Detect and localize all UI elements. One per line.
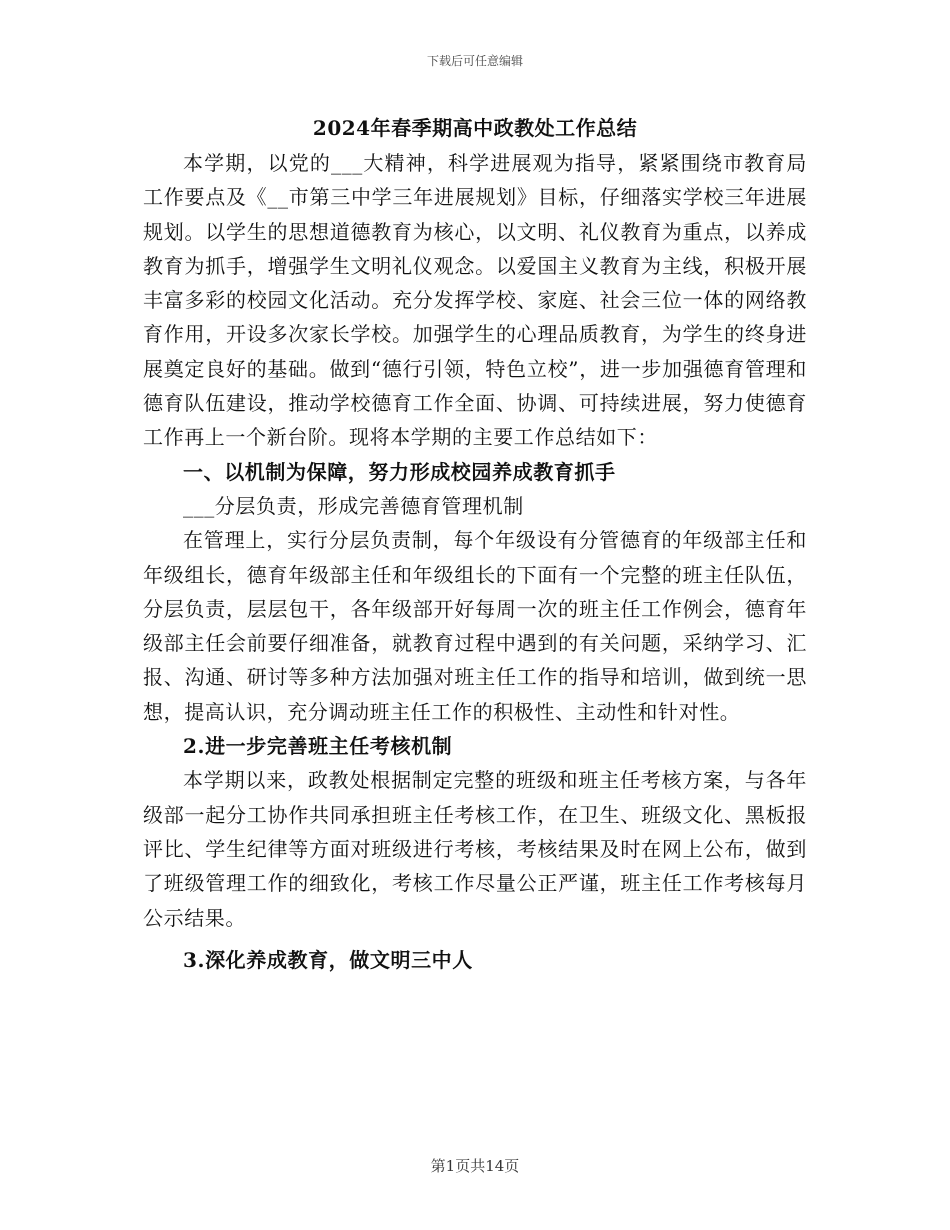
subheading-layered-responsibility: ___分层负责，形成完善德育管理机制 [183,493,524,518]
document-title: 2024年春季期高中政教处工作总结 [312,116,638,140]
subheading-habit-education: 3.深化养成教育，做文明三中人 [183,947,473,972]
page-header-note: 下载后可任意编辑 [426,54,523,68]
paragraph-assessment: 本学期以来，政教处根据制定完整的班级和班主任考核方案，与各年级部一起分工协作共同承担班主任考核工作，在卫生、班级文化、黑板报评比、学生纪律等方面对班级进行考核，考核结果及时在网上公布，做到了班级管理工作的细致化，考核工作尽量公正严谨，班主任工作考核每月公示结果。 [143,768,807,930]
paragraph-management: 在管理上，实行分层负责制，每个年级设有分管德育的年级部主任和年级组长，德育年级部主任和年级组长的下面有一个完整的班主任队伍，分层负责，层层包干，各年级部开好每周一次的班主任工作例会，德育年级部主任会前要仔细准备，就教育过程中遇到的有关问题，采纳学习、汇报、沟通、研讨等多种方法加强对班主任工作的指导和培训，做到统一思想，提高认识，充分调动班主任工作的积极性、主动性和针对性。 [143,528,807,724]
page-number: 第1页共14页 [430,1157,520,1175]
section-heading: 一、以机制为保障，努力形成校园养成教育抓手 [183,459,616,484]
subheading-assessment-mechanism: 2.进一步完善班主任考核机制 [183,734,453,759]
intro-paragraph: 本学期，以党的___大精神，科学进展观为指导，紧紧围绕市教育局工作要点及《__市第三中学三年进展规划》目标，仔细落实学校三年进展规划。以学生的思想道德教育为核心，以文明、礼仪教育为重点，以养成教育为抓手，增强学生文明礼仪观念。以爱国主义教育为主线，积极开展丰富多彩的校园文化活动。充分发挥学校、家庭、社会三位一体的网络教育作用，开设多次家长学校。加强学生的心理品质教育，为学生的终身进展奠定良好的基础。做到“德行引领，特色立校”，进一步加强德育管理和德育队伍建设，推动学校德育工作全面、协调、可持续进展，努力使德育工作再上一个新台阶。现将本学期的主要工作总结如下： [143,151,807,450]
document-body [143,146,807,977]
